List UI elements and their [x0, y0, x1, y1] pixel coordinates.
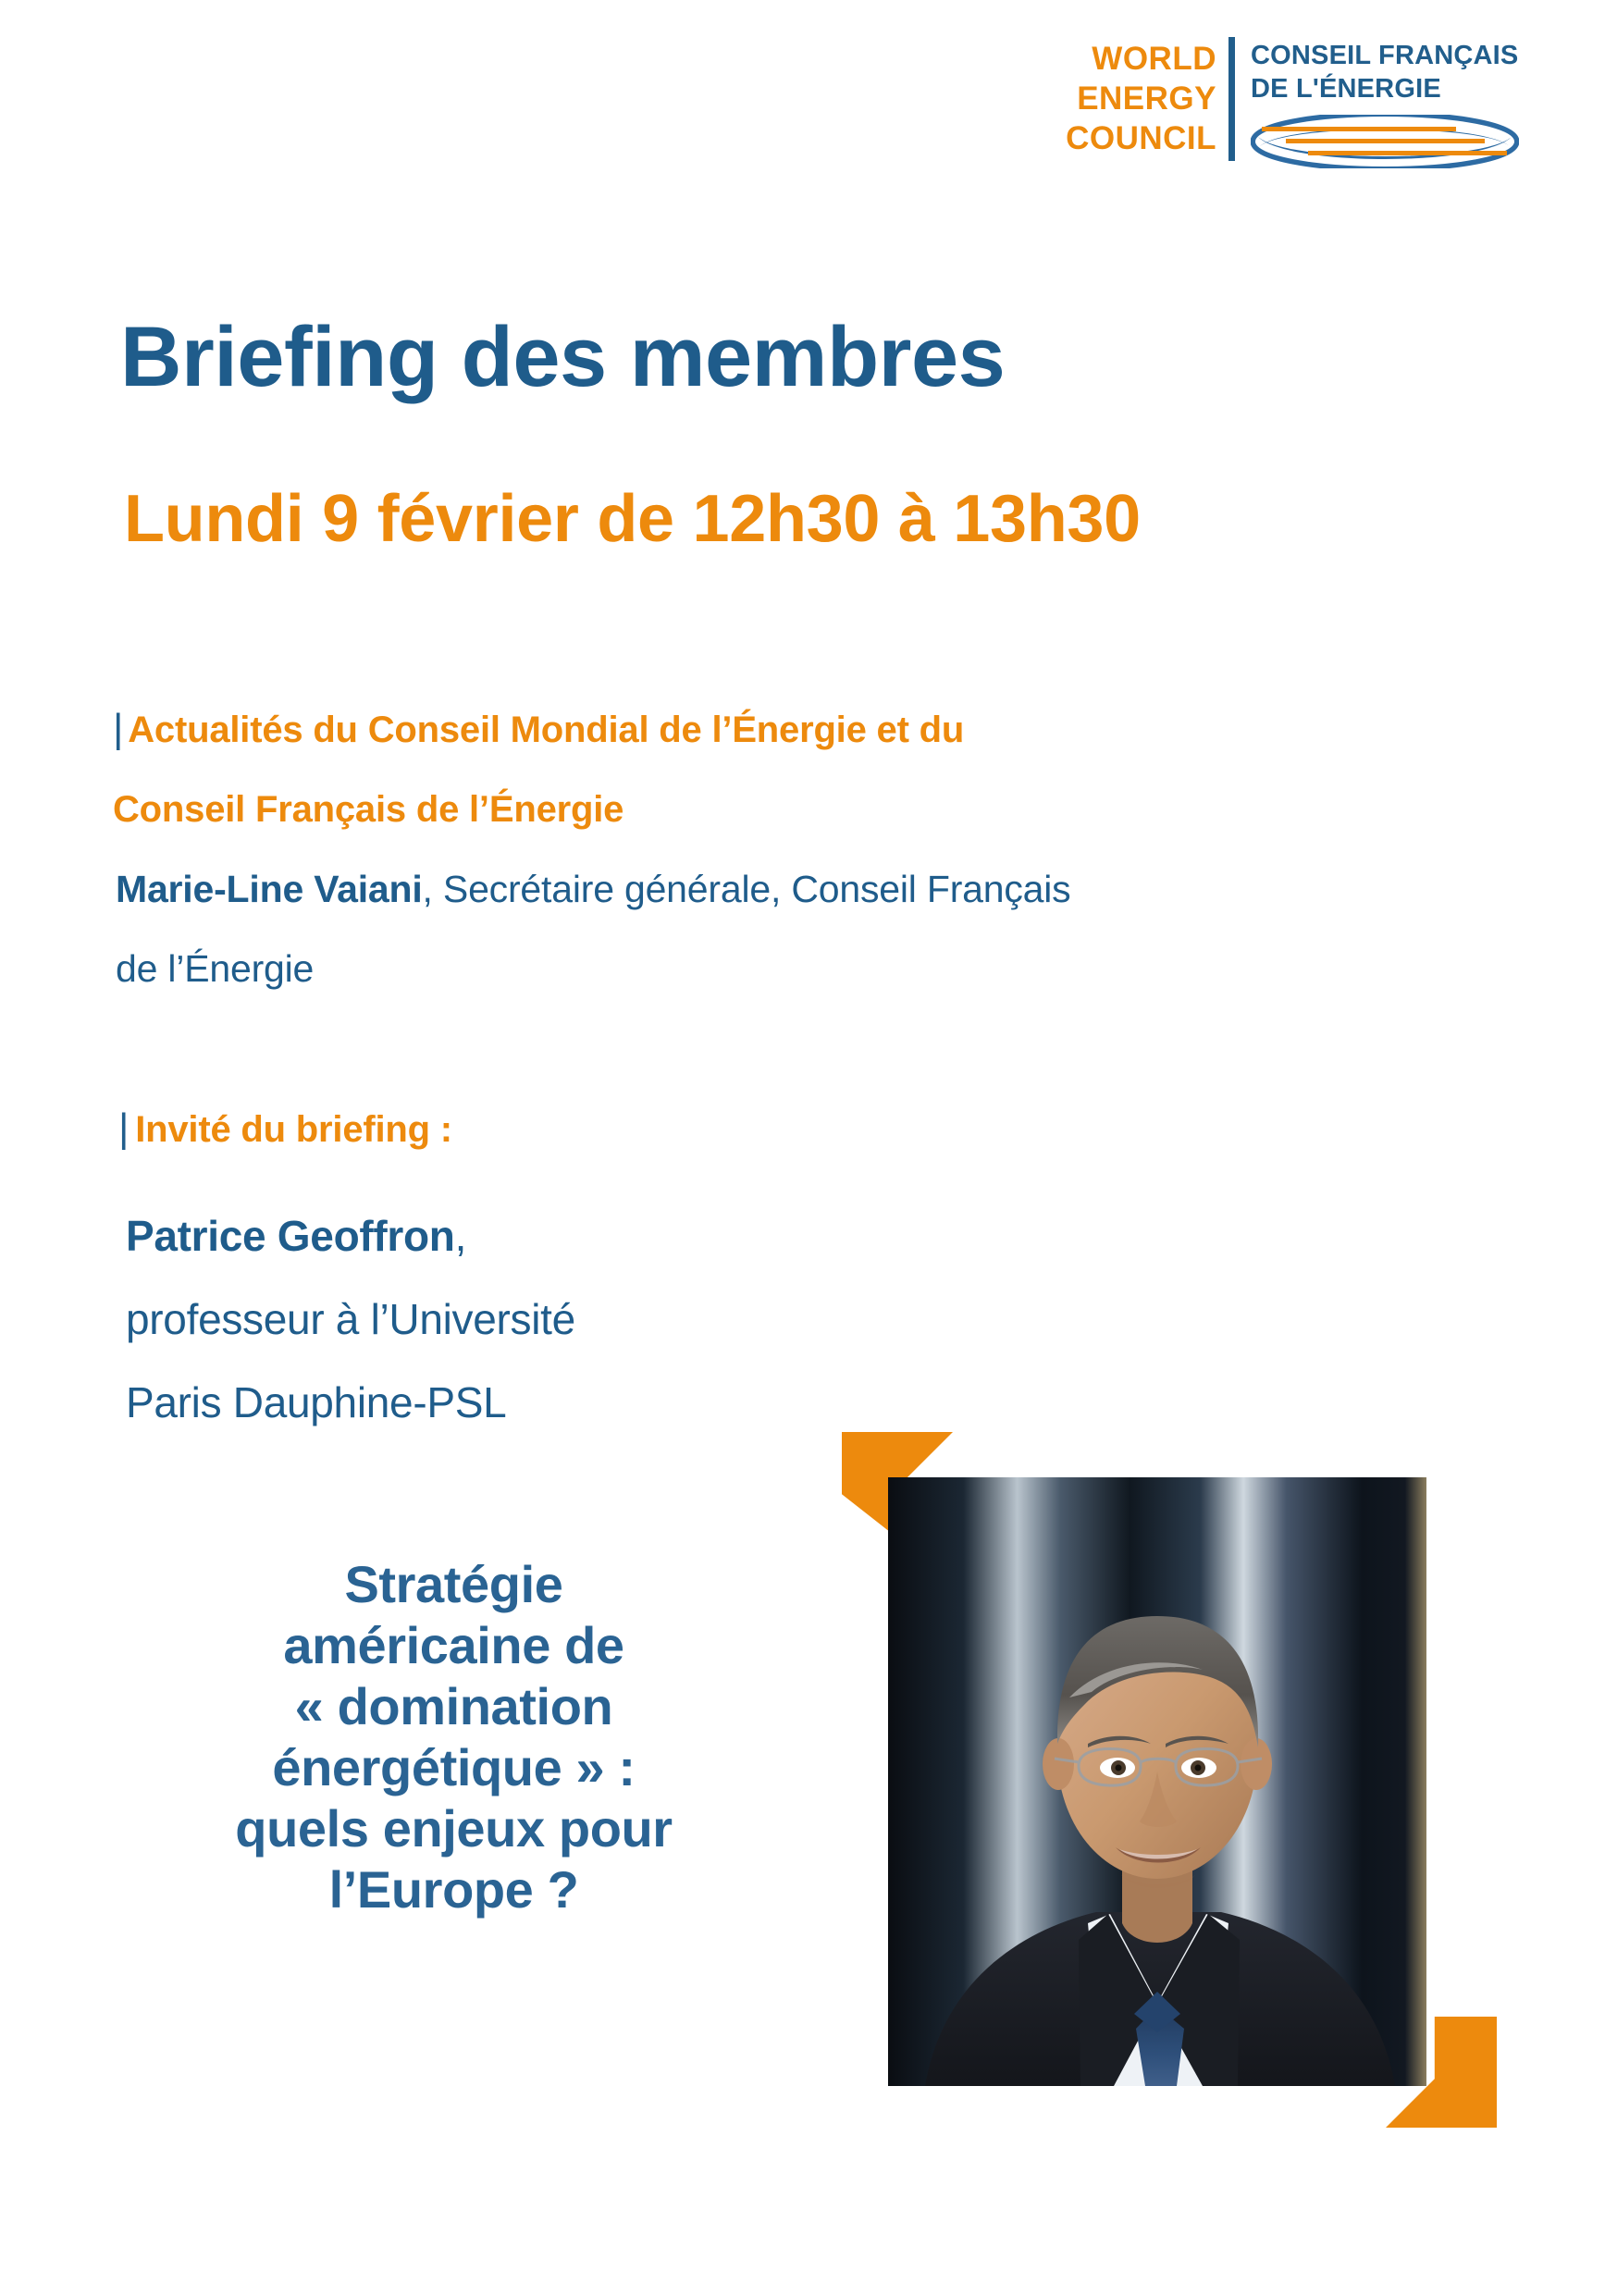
speaker-role-1: , Secrétaire générale, Conseil Français — [422, 868, 1071, 910]
logo-line-de-lenergie: DE L'ÉNERGIE — [1251, 74, 1441, 104]
globe-emblem-icon — [1251, 115, 1519, 166]
actualites-heading-text-1: Actualités du Conseil Mondial de l’Énergie et du — [128, 710, 965, 750]
event-date-time: Lundi 9 février de 12h30 à 13h30 — [124, 482, 1141, 556]
speaker-portrait-photo — [888, 1477, 1426, 2086]
invite-heading-text: Invité du briefing : — [135, 1109, 452, 1150]
world-energy-council-wordmark — [1011, 33, 1216, 158]
talk-title-line-1: Stratégie — [344, 1555, 563, 1613]
talk-title-line-6: l’Europe ? — [328, 1860, 579, 1919]
speaker-name: Marie-Line Vaiani — [116, 868, 423, 910]
invite-details — [118, 1194, 1043, 1444]
talk-title-line-4: énergétique » : — [272, 1738, 636, 1796]
accent-bar-icon: | — [118, 1105, 130, 1151]
logo-divider — [1228, 37, 1235, 161]
speaker-photo-frame — [842, 1413, 1499, 2154]
actualites-heading-line1 — [113, 689, 1454, 770]
section-actualites — [113, 689, 1454, 1008]
guest-name-suffix: , — [454, 1212, 467, 1260]
accent-bar-icon: | — [113, 706, 124, 751]
invite-heading — [118, 1101, 1043, 1157]
guest-affiliation-line2: Paris Dauphine-PSL — [126, 1378, 507, 1426]
guest-name: Patrice Geoffron — [126, 1212, 455, 1260]
guest-affiliation-line1: professeur à l’Université — [126, 1295, 575, 1343]
guest-name-line — [126, 1194, 1043, 1278]
talk-title — [109, 1554, 798, 1920]
talk-title-line-5: quels enjeux pour — [235, 1799, 673, 1858]
actualites-heading-line2: Conseil Français de l’Énergie — [113, 789, 624, 830]
logo-word-energy: ENERGY — [1077, 80, 1216, 117]
actualites-speaker-line2: de l’Énergie — [116, 947, 315, 990]
logo-word-world: WORLD — [1092, 41, 1216, 77]
logo-word-council: COUNCIL — [1066, 120, 1216, 156]
actualites-speaker-line1 — [113, 849, 1454, 929]
conseil-francais-energie-wordmark — [1251, 33, 1519, 166]
page-title: Briefing des membres — [120, 310, 1006, 404]
organisation-logo — [1011, 33, 1538, 163]
talk-title-line-2: américaine de — [283, 1616, 624, 1674]
logo-line-conseil-francais: CONSEIL FRANÇAIS — [1251, 41, 1519, 70]
section-invite-du-briefing — [118, 1101, 1043, 1444]
talk-title-line-3: « domination — [294, 1677, 613, 1735]
